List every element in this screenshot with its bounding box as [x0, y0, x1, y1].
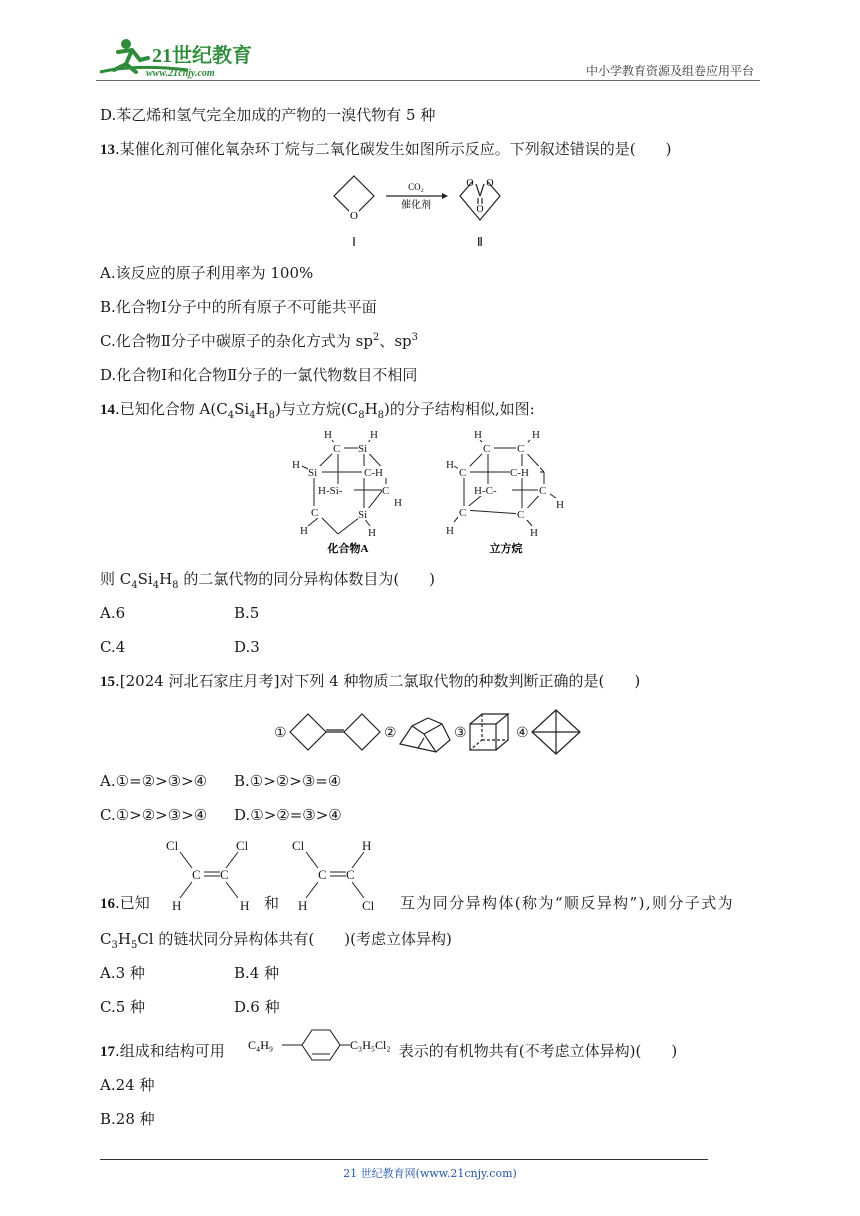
- svg-text:H: H: [298, 898, 308, 912]
- svg-text:Cl: Cl: [362, 898, 375, 912]
- q17-right-group: C₃H₅Cl₂: [350, 1038, 391, 1052]
- svg-text:C: C: [192, 867, 201, 882]
- q15-options-cd: [100, 804, 342, 826]
- q13-oxygen-3: O: [486, 178, 494, 189]
- svg-text:H: H: [530, 527, 538, 539]
- q14-label-compound-a: 化合物A: [327, 543, 369, 555]
- q13-reaction-figure: [320, 168, 540, 252]
- q15-stem: 15.[2024 河北石家庄月考]对下列 4 种物质二氯取代物的种数判断正确的是( ): [100, 672, 641, 690]
- q16-question: $C_3H_5Cl$ 的链状同分异构体共有( )(考虑立体异构): [100, 930, 452, 951]
- svg-text:H: H: [394, 497, 402, 509]
- q15-options-ab: [100, 770, 342, 792]
- q17-stem: 17.组成和结构可用 表示的有机物共有(不考虑立体异构)( ): [100, 1042, 678, 1060]
- svg-text:C: C: [346, 867, 355, 882]
- q13-option-d: D.化合物Ⅰ和化合物Ⅱ分子的一氯代物数目不相同: [100, 366, 418, 384]
- svg-text:C: C: [220, 867, 229, 882]
- q16-stem: 16.已知 和 互为同分异构体(称为“顺反异构”),则分子式为: [100, 894, 735, 912]
- q14-options-cd: [100, 636, 260, 658]
- q16-options-cd: [100, 996, 280, 1018]
- svg-text:H: H: [368, 527, 376, 539]
- q13-option-c: C.化合物Ⅱ分子中碳原子的杂化方式为 $sp^2$、$sp^3$: [100, 332, 419, 350]
- svg-text:Si: Si: [358, 443, 368, 455]
- svg-text:C: C: [318, 867, 327, 882]
- q15-label-2: ②: [384, 726, 397, 741]
- svg-text:C-H: C-H: [364, 467, 383, 479]
- q13-reagent-top: CO₂: [408, 182, 424, 192]
- svg-text:H: H: [370, 429, 378, 441]
- q17-number: 17: [100, 1044, 115, 1060]
- q16-option-d: D.6 种: [234, 998, 280, 1016]
- svg-text:H: H: [292, 459, 300, 471]
- svg-text:C: C: [459, 467, 467, 479]
- svg-text:C: C: [333, 443, 341, 455]
- svg-text:H: H: [474, 429, 482, 441]
- page-header: [96, 36, 760, 82]
- q14-option-b: B.5: [234, 604, 260, 622]
- logo-text: 21世纪教育: [152, 45, 252, 67]
- svg-text:H-Si-: H-Si-: [318, 485, 343, 497]
- q16-number: 16: [100, 896, 115, 912]
- q13-stem: [100, 138, 671, 161]
- svg-text:H: H: [362, 838, 372, 853]
- svg-text:H: H: [532, 429, 540, 441]
- q14-label-cubane: 立方烷: [489, 543, 523, 555]
- svg-text:Cl: Cl: [236, 838, 249, 853]
- svg-text:H: H: [300, 525, 308, 537]
- q16-option-c: C.5 种: [100, 998, 146, 1016]
- q13-oxygen-2: O: [466, 178, 474, 189]
- svg-text:C: C: [517, 509, 525, 521]
- svg-text:H: H: [172, 898, 182, 912]
- logo-icon: [96, 36, 266, 80]
- q13-reagent-bottom: 催化剂: [401, 200, 431, 211]
- svg-text:H-C-: H-C-: [474, 485, 497, 497]
- svg-text:H: H: [446, 459, 454, 471]
- q17-left-group: C₄H₉: [248, 1038, 274, 1052]
- svg-text:C: C: [459, 507, 467, 519]
- q15-label-1: ①: [274, 726, 287, 741]
- site-description: 中小学教育资源及组卷应用平台: [585, 64, 754, 78]
- q13-close: ): [665, 140, 672, 158]
- q13-label-1: Ⅰ: [352, 235, 356, 249]
- q15-figure: [272, 704, 592, 760]
- header-divider: [96, 80, 760, 81]
- q16-option-a: A.3 种: [100, 964, 145, 982]
- footer-divider: [100, 1159, 708, 1160]
- svg-text:H: H: [240, 898, 250, 912]
- q14-stem: 14.已知化合物 $A(C_4Si_4H_8)$与立方烷$(C_8H_8)$的分子结构相似,如图:: [100, 400, 535, 421]
- svg-text:H: H: [446, 525, 454, 537]
- q15-number: 15: [100, 674, 115, 690]
- q14-options-ab: [100, 602, 260, 624]
- svg-text:C: C: [311, 507, 319, 519]
- svg-text:H: H: [556, 499, 564, 511]
- q13-oxygen-1: O: [350, 210, 358, 222]
- q13-option-b: B.化合物Ⅰ分子中的所有原子不可能共平面: [100, 298, 377, 316]
- q13-oxygen-4: O: [476, 204, 484, 215]
- q14-number: 14: [100, 402, 115, 418]
- q15-option-a: A.①=②>③>④: [100, 772, 208, 790]
- footer-text: 21 世纪教育网(www.21cnjy.com): [343, 1167, 517, 1180]
- q16-option-b: B.4 种: [234, 964, 280, 982]
- q14-option-d: D.3: [234, 638, 260, 656]
- q16-options-ab: [100, 962, 280, 984]
- q14-option-c: C.4: [100, 638, 126, 656]
- svg-text:Cl: Cl: [166, 838, 179, 853]
- q13-stem-text: .某催化剂可催化氧杂环丁烷与二氧化碳发生如图所示反应。下列叙述错误的是(: [115, 140, 636, 158]
- q13-number: 13: [100, 142, 115, 158]
- q14-option-a: A.6: [100, 604, 126, 622]
- q14-question: 则 $C_4Si_4H_8$ 的二氯代物的同分异构体数目为( ): [100, 570, 436, 591]
- svg-text:C: C: [539, 485, 547, 497]
- svg-text:C: C: [517, 443, 525, 455]
- q17-option-b: B.28 种: [100, 1110, 155, 1128]
- q15-label-4: ④: [516, 726, 529, 741]
- svg-text:Si: Si: [358, 509, 368, 521]
- svg-text:Si: Si: [308, 467, 318, 479]
- svg-text:C: C: [483, 443, 491, 455]
- q13-label-2: Ⅱ: [477, 235, 483, 249]
- q15-option-b: B.①>②>③=④: [234, 772, 342, 790]
- q14-figure: [288, 426, 578, 558]
- svg-text:C: C: [382, 485, 390, 497]
- svg-text:Cl: Cl: [292, 838, 305, 853]
- q15-label-3: ③: [454, 726, 467, 741]
- q12-option-d: D.苯乙烯和氢气完全加成的产物的一溴代物有 5 种: [100, 106, 436, 124]
- svg-text:C-H: C-H: [510, 467, 529, 479]
- svg-text:H: H: [324, 429, 332, 441]
- q13-option-a: A.该反应的原子利用率为 100%: [100, 264, 314, 282]
- logo-url: www.21cnjy.com: [146, 68, 215, 79]
- q17-option-a: A.24 种: [100, 1076, 155, 1094]
- q15-option-c: C.①>②>③>④: [100, 806, 208, 824]
- q15-option-d: D.①>②=③>④: [234, 806, 342, 824]
